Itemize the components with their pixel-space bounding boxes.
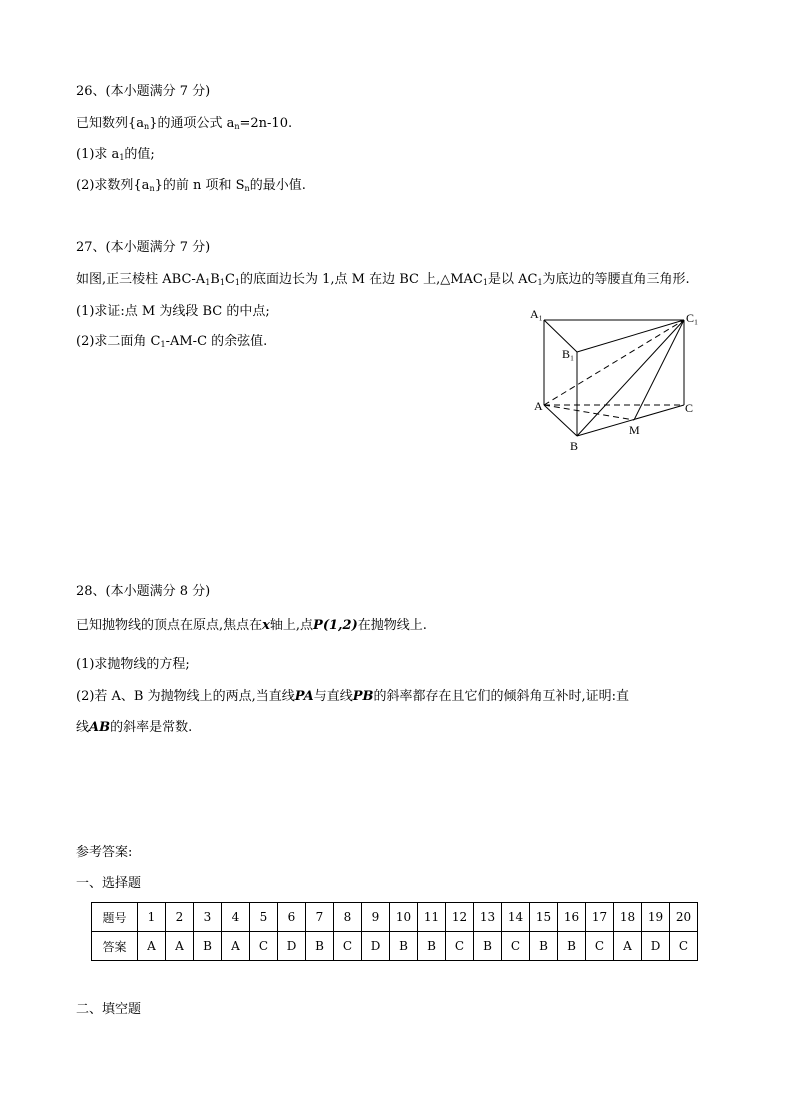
q28-stem: 已知抛物线的顶点在原点,焦点在x轴上,点P(1,2)在抛物线上.: [76, 618, 427, 633]
edge-ab: [544, 405, 577, 436]
answer-cell: C: [334, 932, 362, 961]
num-cell: 12: [446, 903, 474, 932]
answer-cell: B: [418, 932, 446, 961]
num-cell: 7: [306, 903, 334, 932]
num-cell: 5: [250, 903, 278, 932]
num-cell: 14: [502, 903, 530, 932]
num-cell: 9: [362, 903, 390, 932]
num-cell: 3: [194, 903, 222, 932]
answer-cell: B: [558, 932, 586, 961]
num-cell: 2: [166, 903, 194, 932]
answer-cell: B: [530, 932, 558, 961]
edge-bc1: [577, 320, 684, 436]
answer-cell: B: [306, 932, 334, 961]
q28-part2-line2: 线AB的斜率是常数.: [76, 720, 193, 735]
answer-cell: C: [670, 932, 698, 961]
q26-part1: (1)求 $a_1$的值;: [76, 147, 155, 162]
label-c1: C₁: [686, 311, 699, 325]
q26-part2: (2)求数列$\{a_n\}$的前 n 项和 $S_n$的最小值.: [76, 178, 306, 193]
row-label-numbers: 题号: [92, 903, 138, 932]
label-a1: A₁: [530, 307, 543, 321]
prism-figure: [522, 300, 712, 460]
section-choice-title: 一、选择题: [76, 876, 142, 891]
row-label-answers: 答案: [92, 932, 138, 961]
table-row-numbers: [92, 903, 698, 932]
answer-cell: D: [362, 932, 390, 961]
q28-header: 28、(本小题满分 8 分): [76, 584, 211, 599]
num-cell: 16: [558, 903, 586, 932]
answer-cell: A: [166, 932, 194, 961]
num-cell: 1: [138, 903, 166, 932]
section-fill-title: 二、填空题: [76, 1002, 142, 1017]
num-cell: 15: [530, 903, 558, 932]
num-cell: 18: [614, 903, 642, 932]
num-cell: 8: [334, 903, 362, 932]
answer-cell: A: [222, 932, 250, 961]
q26-header: 26、(本小题满分 7 分): [76, 84, 211, 99]
q27-header: 27、(本小题满分 7 分): [76, 240, 211, 255]
edge-b1c1: [577, 320, 684, 352]
num-cell: 13: [474, 903, 502, 932]
label-b1: B₁: [562, 347, 575, 361]
answer-table: [91, 902, 698, 961]
label-a: A: [534, 399, 543, 413]
q28-part1: (1)求抛物线的方程;: [76, 657, 190, 672]
num-cell: 19: [642, 903, 670, 932]
answer-cell: B: [390, 932, 418, 961]
answer-cell: C: [502, 932, 530, 961]
label-b: B: [570, 439, 579, 453]
q26-stem: 已知数列$\{a_n\}$的通项公式 $a_n=2n-10$.: [76, 116, 293, 131]
answer-cell: D: [278, 932, 306, 961]
answers-title: 参考答案:: [76, 845, 133, 860]
table-row-answers: [92, 932, 698, 961]
answer-cell: C: [446, 932, 474, 961]
num-cell: 6: [278, 903, 306, 932]
answer-cell: C: [250, 932, 278, 961]
answer-cell: A: [138, 932, 166, 961]
num-cell: 20: [670, 903, 698, 932]
answer-cell: C: [586, 932, 614, 961]
num-cell: 10: [390, 903, 418, 932]
answer-cell: B: [474, 932, 502, 961]
q27-stem: 如图,正三棱柱 ABC-$A_1B_1C_1$的底面边长为 1,点 M 在边 BC 上$,\triangle MAC_1$是以 $AC_1$为底边的等腰直角三角形.: [76, 272, 690, 287]
answer-cell: B: [194, 932, 222, 961]
q28-part2-line1: (2)若 A、B 为抛物线上的两点,当直线PA与直线PB的斜率都存在且它们的倾斜角互补时,证明:直: [76, 689, 629, 704]
q27-part2: (2)求二面角 $C_1-AM-C$ 的余弦值.: [76, 334, 268, 349]
num-cell: 4: [222, 903, 250, 932]
label-c: C: [685, 401, 694, 415]
label-m: M: [629, 423, 640, 437]
answer-cell: A: [614, 932, 642, 961]
num-cell: 11: [418, 903, 446, 932]
q27-part1: (1)求证:点 M 为线段 BC 的中点;: [76, 304, 270, 319]
num-cell: 17: [586, 903, 614, 932]
answer-cell: D: [642, 932, 670, 961]
